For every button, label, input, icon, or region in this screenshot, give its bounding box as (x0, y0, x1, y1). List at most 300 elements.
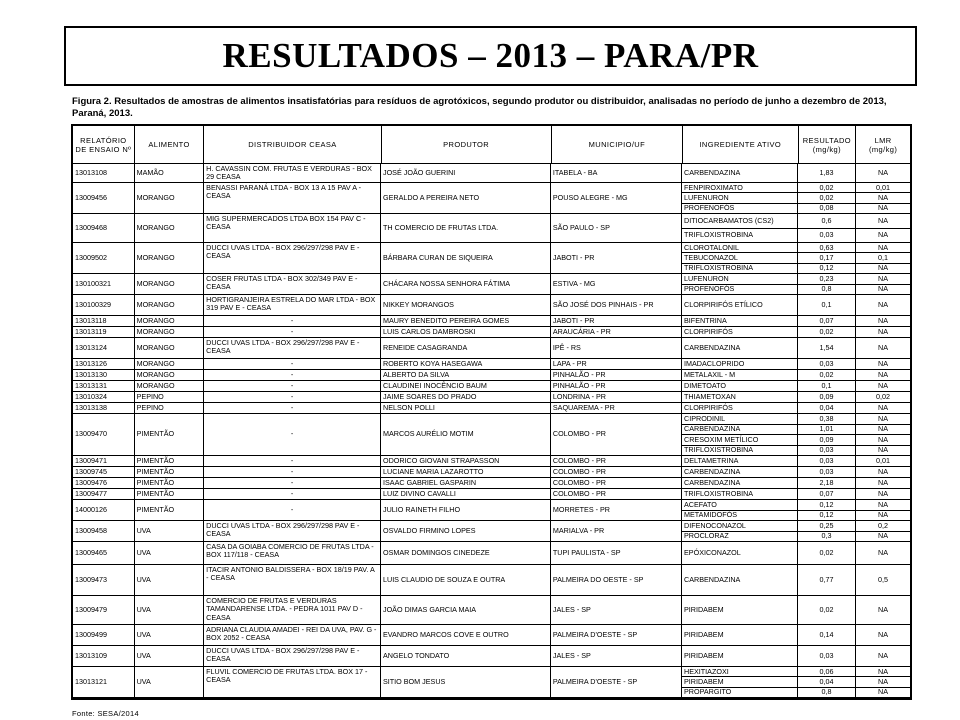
cell-municipio: PALMEIRA D'OESTE - SP (551, 625, 682, 645)
table-row (73, 646, 910, 667)
results-block (682, 521, 910, 541)
cell-resultado: 0,06 (798, 667, 856, 676)
results-block (682, 403, 910, 413)
table-header (73, 126, 910, 164)
cell-relatorio: 13009456 (73, 183, 135, 213)
cell-produtor: OSMAR DOMINGOS CINEDEZE (381, 542, 551, 564)
result-subrow (682, 229, 910, 243)
cell-municipio: SAQUAREMA - PR (551, 403, 682, 413)
cell-municipio: POUSO ALEGRE - MG (551, 183, 682, 213)
table-row (73, 542, 910, 565)
cell-municipio: PINHALÃO - PR (551, 381, 682, 391)
cell-relatorio: 13013118 (73, 316, 135, 326)
table-row (73, 338, 910, 359)
table-row (73, 392, 910, 403)
cell-relatorio: 13009502 (73, 243, 135, 273)
figure-caption: Figura 2. Resultados de amostras de alimentos insatisfatórias para resíduos de agrotóxicos, segundo produtor ou distribuidor, analisadas no período de junho a dezembro de 2013, Paraná, 2013. (72, 96, 887, 119)
cell-lmr: NA (878, 467, 889, 476)
result-subrow (682, 456, 910, 466)
cell-resultado: 1,01 (798, 425, 856, 435)
results-block (682, 164, 910, 182)
table-row (73, 489, 910, 500)
cell-distribuidor: - (204, 478, 381, 488)
result-subrow (682, 327, 910, 337)
cell-produtor: SITIO BOM JESUS (381, 667, 551, 697)
result-subrow (682, 414, 910, 425)
cell-resultado: 0,8 (798, 688, 856, 697)
cell-resultado: 0,03 (798, 446, 856, 456)
cell-lmr: NA (878, 203, 889, 213)
cell-distribuidor: DUCCI UVAS LTDA - BOX 296/297/298 PAV E - CEASA (204, 646, 381, 666)
cell-alimento: PIMENTÃO (135, 456, 205, 466)
cell-resultado: 0,12 (798, 511, 856, 521)
cell-municipio: PALMEIRA D'OESTE - SP (551, 667, 682, 697)
cell-ingrediente: TRIFLOXISTROBINA (682, 489, 798, 499)
cell-relatorio: 13009499 (73, 625, 135, 645)
cell-relatorio: 13010324 (73, 392, 135, 402)
cell-resultado: 0,12 (798, 500, 856, 510)
result-subrow (682, 667, 910, 677)
cell-municipio: ITABELA - BA (551, 164, 682, 182)
cell-relatorio: 13013119 (73, 327, 135, 337)
result-subrow (682, 467, 910, 477)
cell-municipio: JABOTI - PR (551, 316, 682, 326)
cell-relatorio: 14000126 (73, 500, 135, 520)
results-block (682, 646, 910, 666)
cell-municipio: PALMEIRA DO OESTE - SP (551, 565, 682, 595)
header-relatorio: RELATÓRIO DE ENSAIO Nº (73, 126, 135, 163)
cell-municipio: LONDRINA - PR (551, 392, 682, 402)
cell-produtor: BÁRBARA CURAN DE SIQUEIRA (381, 243, 551, 273)
cell-lmr: NA (878, 435, 889, 444)
cell-lmr: NA (878, 547, 889, 557)
cell-lmr: NA (878, 193, 889, 202)
cell-municipio: ESTIVA - MG (551, 274, 682, 294)
header-alimento: ALIMENTO (135, 126, 205, 163)
table-row (73, 478, 910, 489)
cell-resultado: 0,25 (798, 521, 856, 531)
cell-ingrediente: TRIFLOXISTROBINA (682, 229, 798, 243)
results-block (682, 414, 910, 455)
cell-resultado: 1,54 (798, 338, 856, 358)
cell-alimento: MORANGO (135, 359, 205, 369)
cell-municipio: SÃO JOSÉ DOS PINHAIS - PR (551, 295, 682, 315)
result-subrow (682, 596, 910, 624)
cell-municipio: TUPI PAULISTA - SP (551, 542, 682, 564)
cell-alimento: UVA (135, 542, 205, 564)
cell-resultado: 0,1 (798, 381, 856, 391)
cell-relatorio: 13013124 (73, 338, 135, 358)
table-row (73, 274, 910, 295)
cell-lmr: NA (878, 500, 889, 509)
results-block (682, 183, 910, 213)
results-block (682, 381, 910, 391)
results-block (682, 467, 910, 477)
table-row (73, 327, 910, 338)
cell-ingrediente: FENPIROXIMATO (682, 183, 798, 192)
cell-relatorio: 13009458 (73, 521, 135, 541)
cell-resultado: 0,14 (798, 625, 856, 645)
cell-lmr: NA (878, 650, 889, 660)
result-subrow (682, 425, 910, 436)
cell-municipio: MARIALVA - PR (551, 521, 682, 541)
result-subrow (682, 316, 910, 326)
cell-distribuidor: - (204, 489, 381, 499)
cell-municipio: JALES - SP (551, 646, 682, 666)
cell-alimento: PEPINO (135, 392, 205, 402)
cell-resultado: 0,02 (798, 193, 856, 202)
cell-resultado: 0,63 (798, 243, 856, 252)
result-subrow (682, 489, 910, 499)
cell-distribuidor: COSER FRUTAS LTDA - BOX 302/349 PAV E - CEASA (204, 274, 381, 294)
results-block (682, 565, 910, 595)
cell-municipio: JALES - SP (551, 596, 682, 624)
results-block (682, 295, 910, 315)
cell-lmr: NA (878, 478, 889, 487)
cell-distribuidor: - (204, 403, 381, 413)
cell-distribuidor: DUCCI UVAS LTDA - BOX 296/297/298 PAV E - CEASA (204, 521, 381, 541)
result-subrow (682, 253, 910, 263)
cell-ingrediente: TEBUCONAZOL (682, 253, 798, 262)
cell-distribuidor: - (204, 456, 381, 466)
cell-resultado: 0,02 (798, 542, 856, 564)
results-block (682, 456, 910, 466)
cell-lmr: NA (878, 230, 889, 240)
table-row (73, 243, 910, 274)
header-distribuidor: DISTRIBUIDOR CEASA (204, 126, 381, 163)
cell-ingrediente: DITIOCARBAMATOS (CS2) (682, 214, 798, 228)
result-subrow (682, 193, 910, 203)
cell-produtor: GERALDO A PEREIRA NETO (381, 183, 551, 213)
header-produtor: PRODUTOR (382, 126, 552, 163)
cell-resultado: 0,17 (798, 253, 856, 262)
cell-ingrediente: METAMIDOFÓS (682, 511, 798, 521)
results-block (682, 667, 910, 697)
results-block (682, 478, 910, 488)
table-row (73, 565, 910, 596)
cell-ingrediente: HEXITIAZOXI (682, 667, 798, 676)
results-block (682, 243, 910, 273)
cell-lmr: NA (878, 316, 889, 325)
cell-relatorio: 13009470 (73, 414, 135, 455)
cell-resultado: 0,03 (798, 229, 856, 243)
result-subrow (682, 274, 910, 285)
cell-relatorio: 13009465 (73, 542, 135, 564)
cell-produtor: JOSÉ JOÃO GUERINI (381, 164, 551, 182)
cell-resultado: 0,07 (798, 316, 856, 326)
result-subrow (682, 688, 910, 697)
cell-distribuidor: - (204, 467, 381, 477)
cell-lmr: NA (878, 403, 889, 412)
table-row (73, 521, 910, 542)
cell-relatorio: 13013126 (73, 359, 135, 369)
cell-alimento: UVA (135, 521, 205, 541)
cell-municipio: IPÊ - RS (551, 338, 682, 358)
cell-relatorio: 13013109 (73, 646, 135, 666)
cell-alimento: MORANGO (135, 274, 205, 294)
cell-ingrediente: CRESOXIM METÍLICO (682, 435, 798, 445)
cell-ingrediente: CLORPIRIFÓS (682, 403, 798, 413)
result-subrow (682, 359, 910, 369)
result-subrow (682, 565, 910, 595)
cell-relatorio: 13013131 (73, 381, 135, 391)
cell-resultado: 0,08 (798, 204, 856, 213)
result-subrow (682, 381, 910, 391)
cell-ingrediente: PIRIDABEM (682, 646, 798, 666)
cell-produtor: LUCIANE MARIA LAZAROTTO (381, 467, 551, 477)
cell-distribuidor: DUCCI UVAS LTDA - BOX 296/297/298 PAV E - CEASA (204, 243, 381, 273)
cell-relatorio: 13009479 (73, 596, 135, 624)
cell-resultado: 0,3 (798, 532, 856, 542)
cell-ingrediente: CARBENDAZINA (682, 467, 798, 477)
cell-alimento: MORANGO (135, 316, 205, 326)
cell-municipio: ARAUCÁRIA - PR (551, 327, 682, 337)
cell-lmr: 0,2 (878, 521, 889, 530)
cell-alimento: UVA (135, 565, 205, 595)
cell-resultado: 0,12 (798, 264, 856, 273)
cell-ingrediente: CARBENDAZINA (682, 164, 798, 182)
cell-municipio: COLOMBO - PR (551, 467, 682, 477)
cell-distribuidor: - (204, 370, 381, 380)
cell-distribuidor: CASA DA GOIABA COMERCIO DE FRUTAS LTDA - BOX 117/118 - CEASA (204, 542, 381, 564)
result-subrow (682, 370, 910, 380)
cell-alimento: MORANGO (135, 370, 205, 380)
cell-distribuidor: BENASSI PARANÁ LTDA - BOX 13 A 15 PAV A - CEASA (204, 183, 381, 213)
page-title: RESULTADOS – 2013 – PARA/PR (222, 36, 759, 75)
cell-alimento: PEPINO (135, 403, 205, 413)
cell-alimento: MORANGO (135, 327, 205, 337)
cell-distribuidor: - (204, 392, 381, 402)
cell-produtor: JAIME SOARES DO PRADO (381, 392, 551, 402)
cell-ingrediente: PROCLORAZ (682, 532, 798, 542)
table-row (73, 467, 910, 478)
result-subrow (682, 338, 910, 358)
result-subrow (682, 511, 910, 521)
cell-lmr: NA (878, 629, 889, 639)
cell-ingrediente: CARBENDAZINA (682, 425, 798, 435)
cell-produtor: ALBERTO DA SILVA (381, 370, 551, 380)
cell-alimento: MORANGO (135, 243, 205, 273)
cell-ingrediente: CLORPIRIFÓS ETÍLICO (682, 295, 798, 315)
cell-distribuidor: FLUVIL COMERCIO DE FRUTAS LTDA. BOX 17 - CEASA (204, 667, 381, 697)
cell-ingrediente: BIFENTRINA (682, 316, 798, 326)
cell-distribuidor: - (204, 316, 381, 326)
cell-lmr: 0,1 (878, 253, 889, 262)
cell-ingrediente: TRIFLOXISTROBINA (682, 446, 798, 456)
cell-relatorio: 13013108 (73, 164, 135, 182)
cell-municipio: LAPA - PR (551, 359, 682, 369)
cell-resultado: 0,02 (798, 327, 856, 337)
cell-produtor: OSVALDO FIRMINO LOPES (381, 521, 551, 541)
cell-ingrediente: CARBENDAZINA (682, 338, 798, 358)
cell-lmr: 0,5 (878, 574, 889, 584)
cell-ingrediente: PROPARGITO (682, 688, 798, 697)
cell-produtor: LUIS CARLOS DAMBROSKI (381, 327, 551, 337)
cell-produtor: RENEIDE CASAGRANDA (381, 338, 551, 358)
cell-produtor: EVANDRO MARCOS COVE E OUTRO (381, 625, 551, 645)
cell-resultado: 0,03 (798, 467, 856, 477)
cell-ingrediente: LUFENURON (682, 274, 798, 284)
cell-relatorio: 13009468 (73, 214, 135, 242)
cell-lmr: NA (878, 284, 889, 294)
results-block (682, 370, 910, 380)
result-subrow (682, 295, 910, 315)
cell-lmr: 0,01 (876, 456, 891, 465)
cell-lmr: NA (878, 604, 889, 614)
cell-relatorio: 130100329 (73, 295, 135, 315)
cell-ingrediente: PIRIDABEM (682, 625, 798, 645)
cell-alimento: MAMÃO (135, 164, 205, 182)
table-row (73, 625, 910, 646)
cell-alimento: MORANGO (135, 381, 205, 391)
cell-distribuidor: DUCCI UVAS LTDA - BOX 296/297/298 PAV E - CEASA (204, 338, 381, 358)
cell-ingrediente: CARBENDAZINA (682, 478, 798, 488)
cell-lmr: NA (878, 667, 889, 676)
cell-relatorio: 13013121 (73, 667, 135, 697)
cell-lmr: NA (878, 677, 889, 686)
table-row (73, 214, 910, 243)
header-resultado: RESULTADO (mg/kg) (799, 126, 857, 163)
cell-ingrediente: CIPRODINIL (682, 414, 798, 424)
results-block (682, 596, 910, 624)
cell-ingrediente: ACEFATO (682, 500, 798, 510)
cell-resultado: 0,03 (798, 646, 856, 666)
cell-distribuidor: ITACIR ANTONIO BALDISSERA - BOX 18/19 PAV. A - CEASA (204, 565, 381, 595)
result-subrow (682, 285, 910, 295)
cell-municipio: COLOMBO - PR (551, 414, 682, 455)
cell-resultado: 0,38 (798, 414, 856, 424)
cell-municipio: JABOTI - PR (551, 243, 682, 273)
cell-produtor: MARCOS AURÉLIO MOTIM (381, 414, 551, 455)
cell-ingrediente: DIMETOATO (682, 381, 798, 391)
cell-lmr: NA (878, 327, 889, 336)
table-row (73, 456, 910, 467)
cell-produtor: JOÃO DIMAS GARCIA MAIA (381, 596, 551, 624)
table-row (73, 500, 910, 521)
cell-ingrediente: IMADACLOPRIDO (682, 359, 798, 369)
cell-lmr: NA (878, 263, 889, 273)
table-row (73, 381, 910, 392)
table-row (73, 164, 910, 183)
cell-produtor: CLAUDINEI INOCÊNCIO BAUM (381, 381, 551, 391)
cell-ingrediente: TRIFLOXISTROBINA (682, 264, 798, 273)
source-footer: Fonte: SESA/2014 (72, 709, 139, 718)
cell-lmr: NA (878, 299, 889, 309)
cell-municipio: COLOMBO - PR (551, 489, 682, 499)
header-municipio: MUNICIPIO/UF (552, 126, 683, 163)
result-subrow (682, 446, 910, 456)
cell-resultado: 0,8 (798, 285, 856, 295)
cell-ingrediente: PIRIDABEM (682, 677, 798, 686)
cell-lmr: NA (878, 243, 889, 252)
header-lmr: LMR (mg/kg) (869, 135, 898, 154)
cell-lmr: NA (878, 342, 889, 352)
cell-produtor: ROBERTO KOYA HASEGAWA (381, 359, 551, 369)
results-block (682, 316, 910, 326)
cell-distribuidor: HORTIGRANJEIRA ESTRELA DO MAR LTDA - BOX 319 PAV E - CEASA (204, 295, 381, 315)
results-block (682, 327, 910, 337)
cell-distribuidor: - (204, 414, 381, 455)
cell-relatorio: 13009473 (73, 565, 135, 595)
cell-alimento: MORANGO (135, 295, 205, 315)
cell-resultado: 0,23 (798, 274, 856, 284)
table-row (73, 316, 910, 327)
title-box (64, 26, 917, 86)
cell-lmr: 0,01 (876, 183, 891, 192)
cell-municipio: PINHALÃO - PR (551, 370, 682, 380)
cell-ingrediente: CLORPIRIFÓS (682, 327, 798, 337)
result-subrow (682, 392, 910, 402)
cell-ingrediente: DIFENOCONAZOL (682, 521, 798, 531)
cell-lmr: NA (878, 167, 889, 177)
cell-resultado: 0,6 (798, 214, 856, 228)
cell-resultado: 0,07 (798, 489, 856, 499)
cell-alimento: UVA (135, 596, 205, 624)
results-block (682, 542, 910, 564)
result-subrow (682, 677, 910, 687)
cell-distribuidor: - (204, 500, 381, 520)
results-block (682, 214, 910, 242)
result-subrow (682, 500, 910, 511)
cell-relatorio: 13009477 (73, 489, 135, 499)
table-row (73, 596, 910, 625)
result-subrow (682, 264, 910, 273)
cell-lmr: NA (878, 489, 889, 498)
cell-ingrediente: PIRIDABEM (682, 596, 798, 624)
cell-alimento: PIMENTÃO (135, 414, 205, 455)
cell-resultado: 0,04 (798, 677, 856, 686)
cell-distribuidor: - (204, 359, 381, 369)
cell-distribuidor: MIG SUPERMERCADOS LTDA BOX 154 PAV C - CEASA (204, 214, 381, 242)
cell-ingrediente: THIAMETOXAN (682, 392, 798, 402)
cell-municipio: COLOMBO - PR (551, 478, 682, 488)
results-block (682, 489, 910, 499)
cell-resultado: 2,18 (798, 478, 856, 488)
cell-resultado: 0,02 (798, 596, 856, 624)
cell-resultado: 0,03 (798, 359, 856, 369)
results-block (682, 338, 910, 358)
cell-ingrediente: CLOROTALONIL (682, 243, 798, 252)
cell-relatorio: 13009745 (73, 467, 135, 477)
result-subrow (682, 403, 910, 413)
cell-produtor: LUIS CLAUDIO DE SOUZA E OUTRA (381, 565, 551, 595)
results-table (71, 124, 912, 700)
table-row (73, 370, 910, 381)
cell-lmr: NA (878, 381, 889, 390)
cell-produtor: NIKKEY MORANGOS (381, 295, 551, 315)
cell-relatorio: 13009471 (73, 456, 135, 466)
cell-alimento: PIMENTÃO (135, 500, 205, 520)
header-ingrediente: INGREDIENTE ATIVO (683, 126, 798, 163)
cell-lmr: NA (878, 414, 889, 423)
cell-resultado: 1,83 (798, 164, 856, 182)
cell-lmr: NA (878, 687, 889, 697)
cell-ingrediente: EPÓXICONAZOL (682, 542, 798, 564)
result-subrow (682, 542, 910, 564)
results-block (682, 274, 910, 294)
cell-relatorio: 13013130 (73, 370, 135, 380)
table-row (73, 359, 910, 370)
cell-distribuidor: ADRIANA CLAUDIA AMADEI - REI DA UVA, PAV. G - BOX 2052 - CEASA (204, 625, 381, 645)
cell-produtor: ISAAC GABRIEL GASPARIN (381, 478, 551, 488)
result-subrow (682, 435, 910, 446)
cell-distribuidor: H. CAVASSIN COM. FRUTAS E VERDURAS - BOX 29 CEASA (204, 164, 381, 182)
result-subrow (682, 183, 910, 193)
cell-produtor: NELSON POLLI (381, 403, 551, 413)
cell-alimento: PIMENTÃO (135, 489, 205, 499)
result-subrow (682, 478, 910, 488)
cell-lmr: NA (878, 359, 889, 368)
